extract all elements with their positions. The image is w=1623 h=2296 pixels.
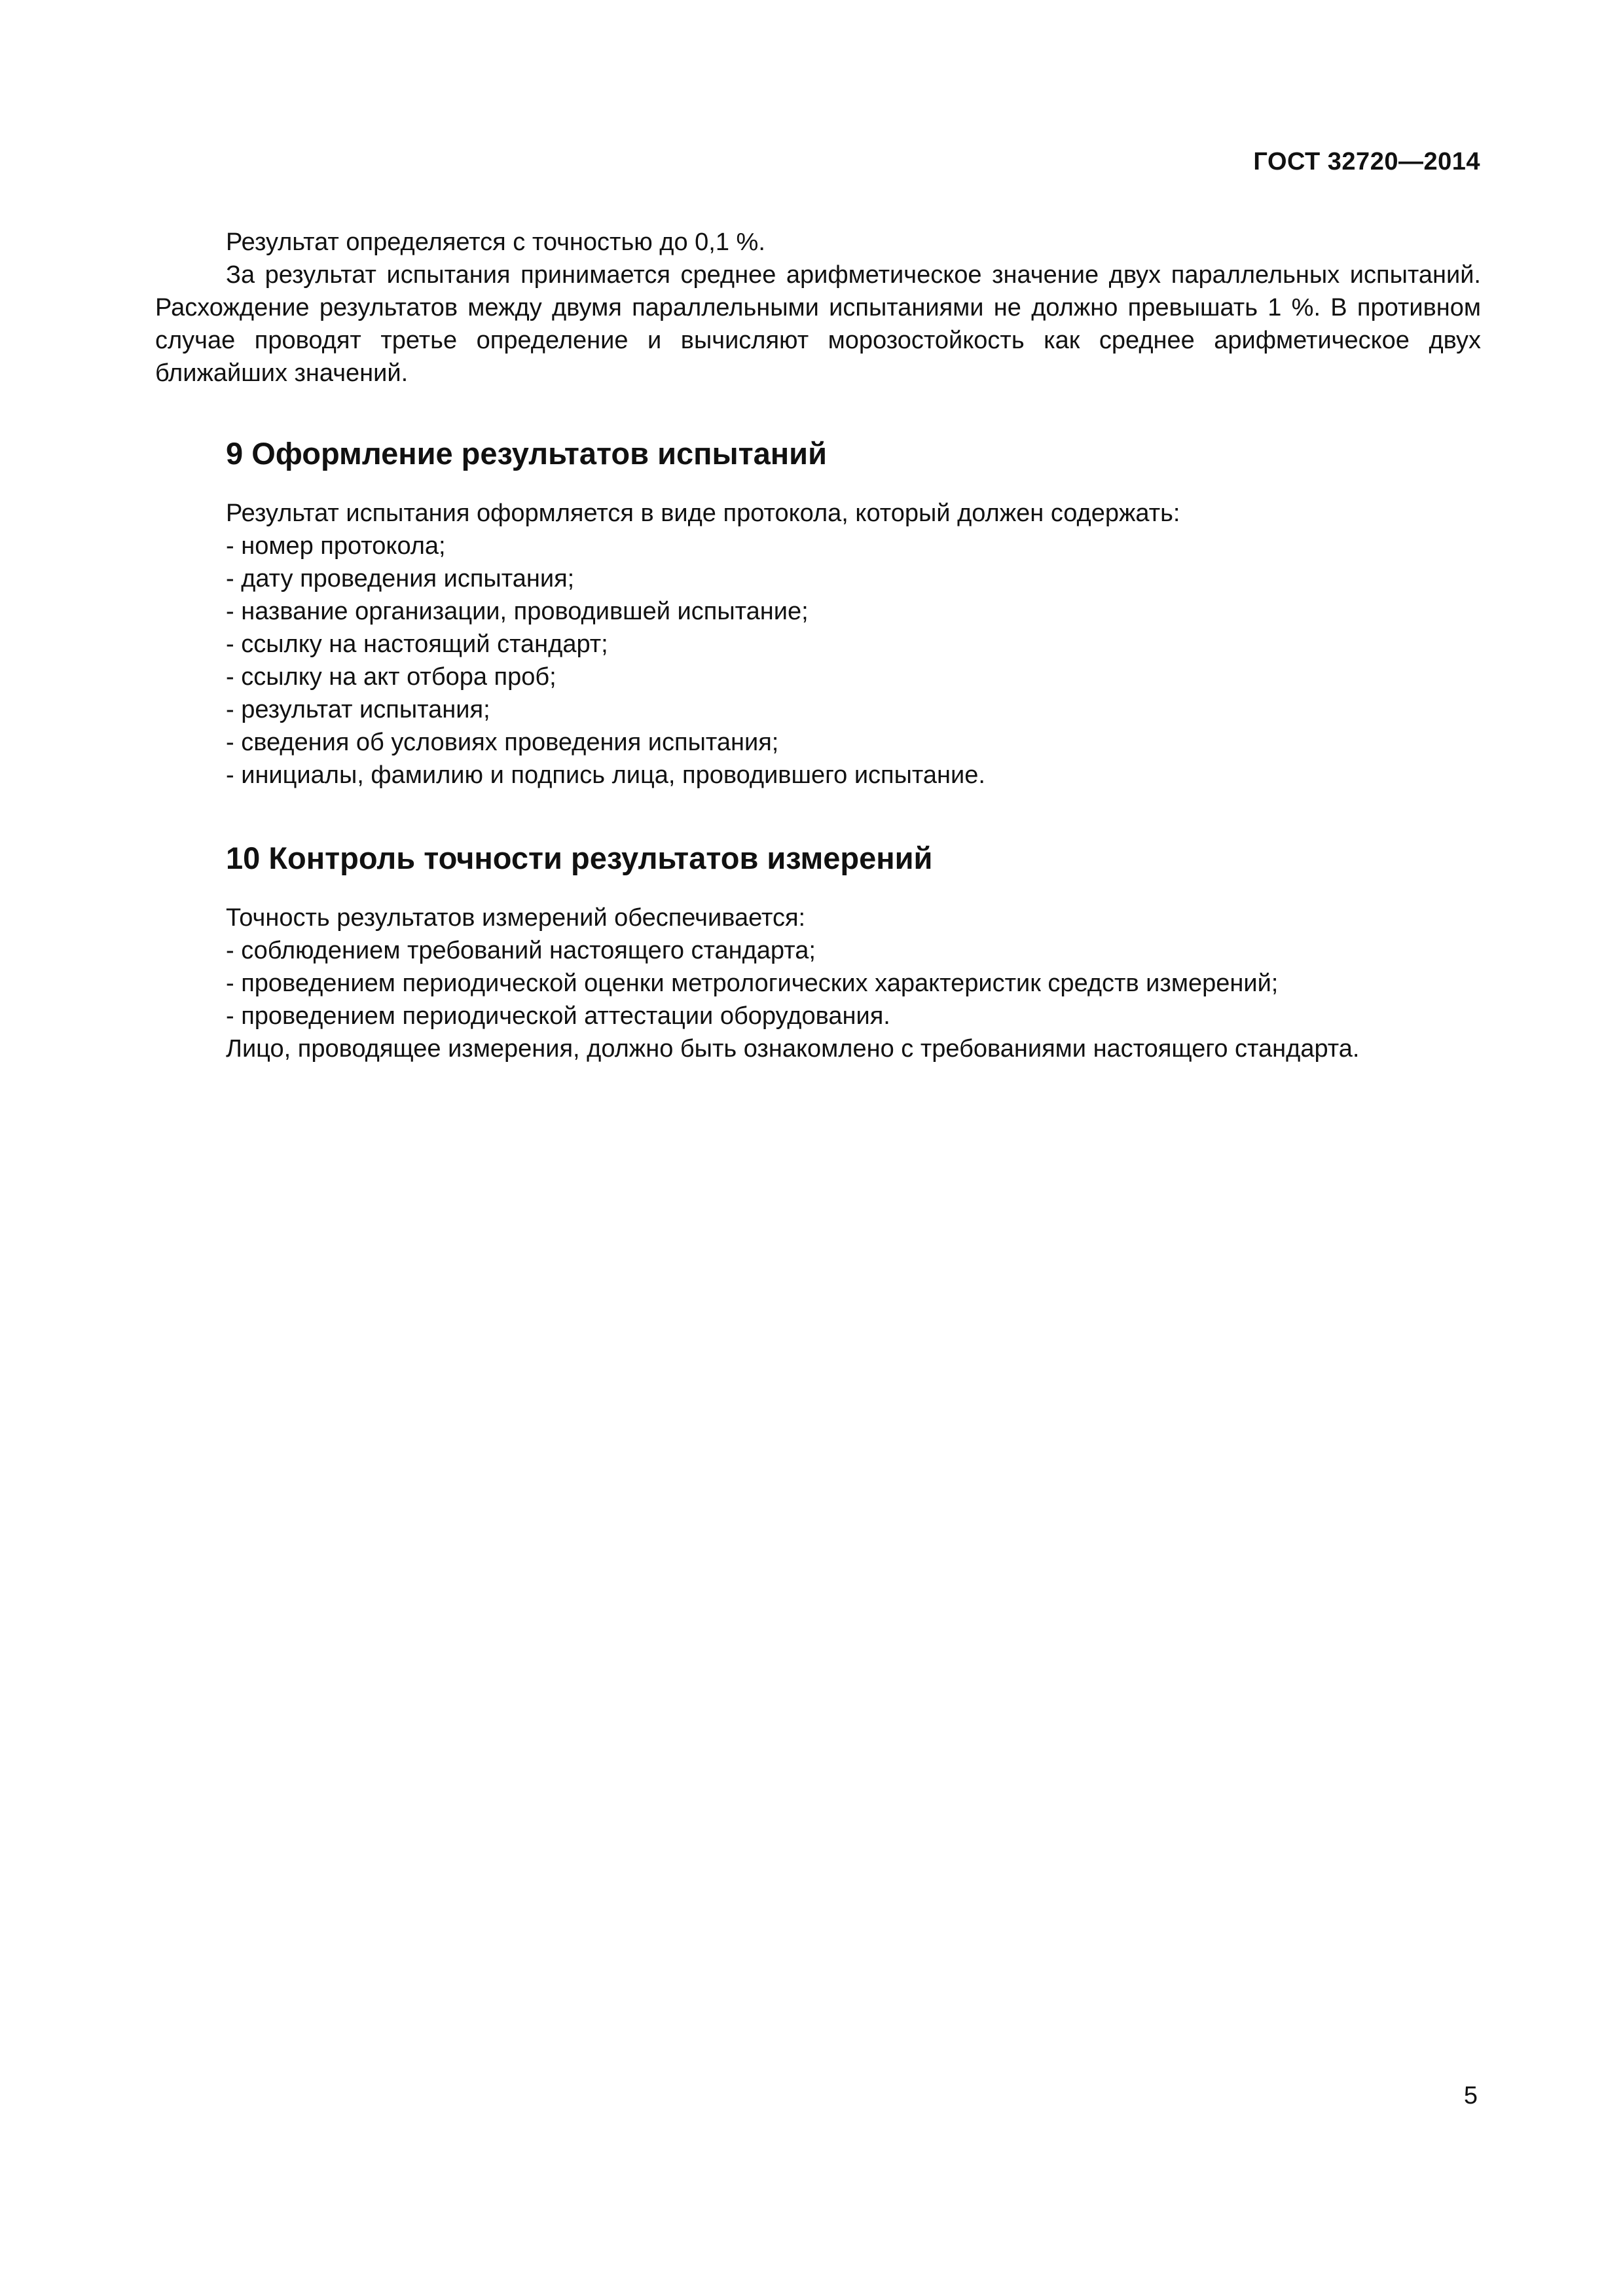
section-10-lead: Точность результатов измерений обеспечивается: [226, 904, 806, 932]
list-item: - инициалы, фамилию и подпись лица, проводившего испытание. [226, 761, 985, 789]
list-item: - номер протокола; [226, 532, 446, 560]
document-code-header: ГОСТ 32720—2014 [1253, 148, 1480, 175]
document-body [155, 226, 1481, 1065]
section-9-lead: Результат испытания оформляется в виде протокола, который должен содержать: [226, 500, 1180, 527]
page-number: 5 [1463, 2082, 1478, 2109]
list-item: - проведением периодической оценки метрологических характеристик средств измерений; [226, 970, 1279, 997]
intro-paragraph-precision: Результат определяется с точностью до 0,1 %. [226, 228, 765, 256]
list-item: - соблюдением требований настоящего стандарта; [226, 937, 816, 964]
intro-paragraph-result: За результат испытания принимается среднее арифметическое значение двух параллельных испытаний. Расхождение результатов между двумя параллельными испытаниями не должно превышать 1 %. В противном случае проводят третье определение и вычисляют морозостойкость как среднее арифметическое двух ближайших значений. [155, 261, 1481, 387]
list-item: - название организации, проводившей испытание; [226, 598, 809, 625]
list-item: - ссылку на акт отбора проб; [226, 663, 556, 691]
list-item: - сведения об условиях проведения испытания; [226, 729, 779, 756]
list-item: - результат испытания; [226, 696, 490, 723]
section-9-title: 9 Оформление результатов испытаний [226, 436, 827, 471]
section-10-title: 10 Контроль точности результатов измерений [226, 841, 933, 875]
list-item: - ссылку на настоящий стандарт; [226, 630, 608, 658]
section-10-closing: Лицо, проводящее измерения, должно быть ознакомлено с требованиями настоящего стандарта. [226, 1035, 1360, 1063]
list-item: - дату проведения испытания; [226, 565, 575, 592]
list-item: - проведением периодической аттестации оборудования. [226, 1002, 890, 1030]
